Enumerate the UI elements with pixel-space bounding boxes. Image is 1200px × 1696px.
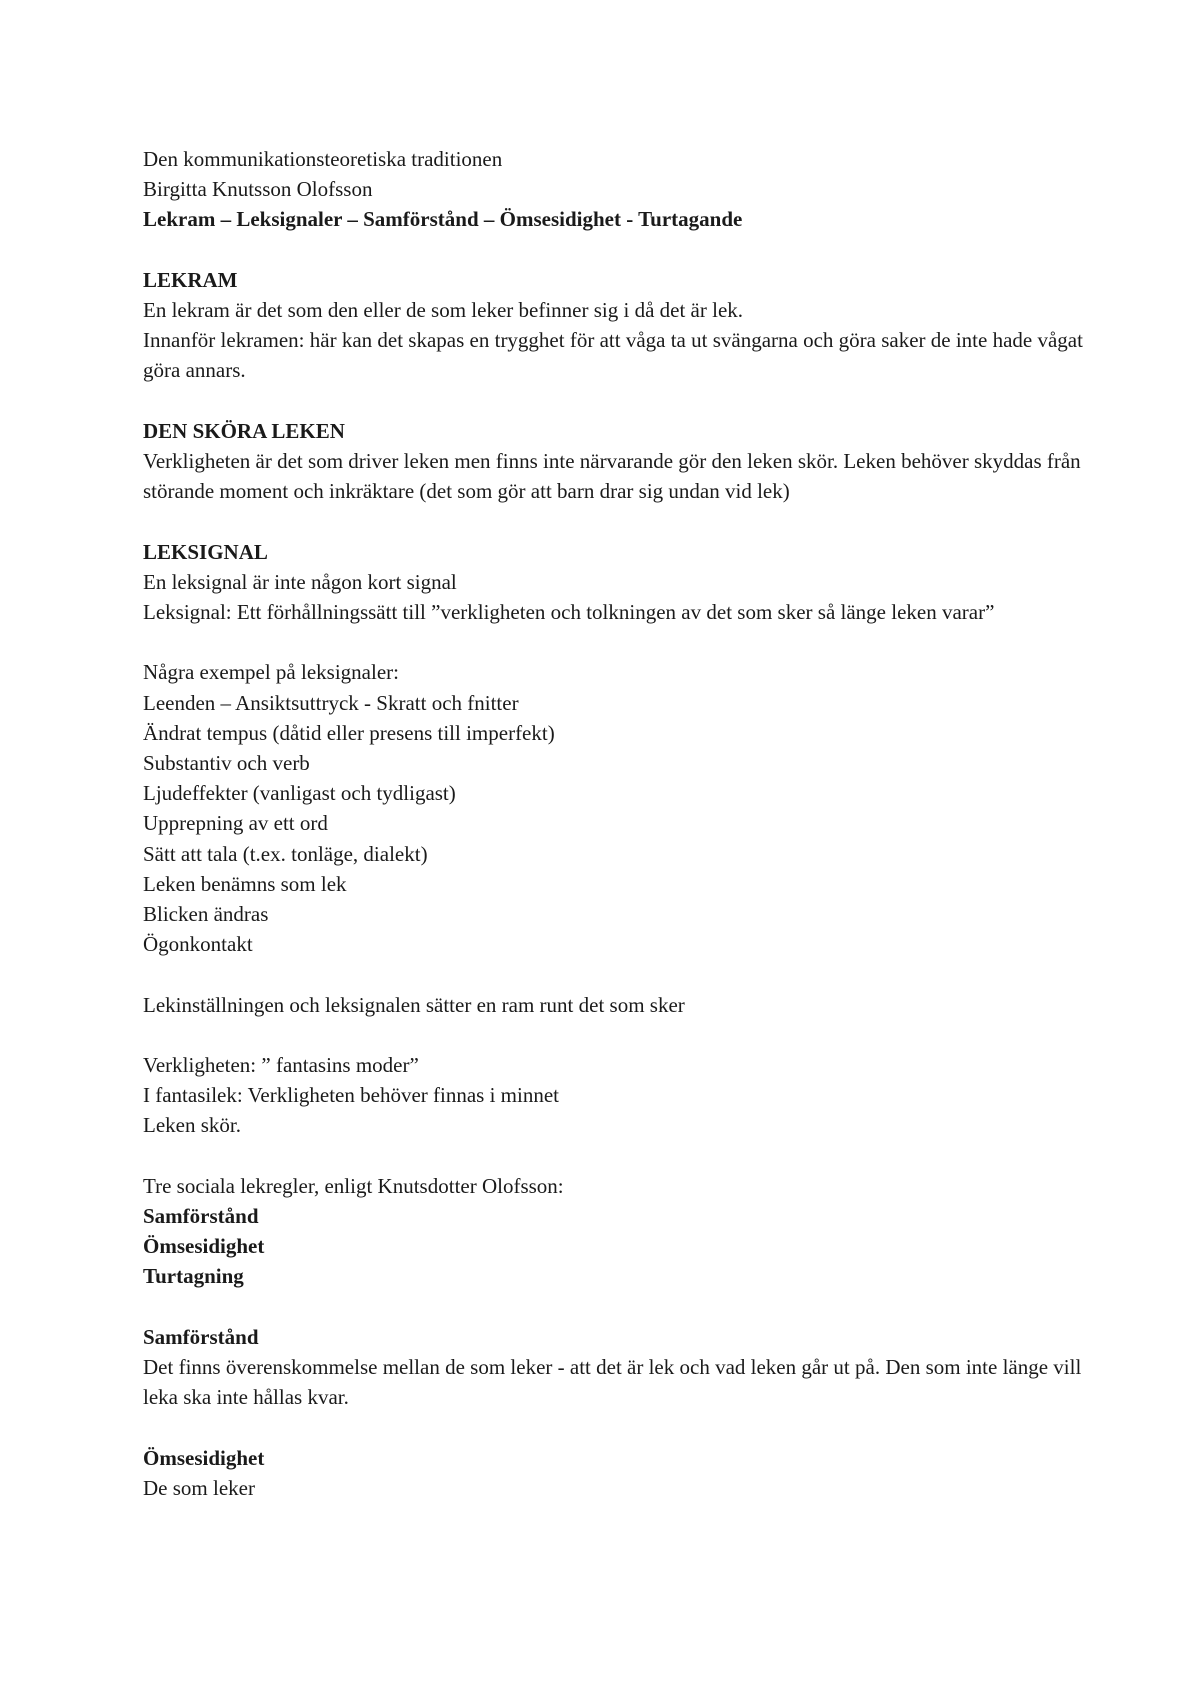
regel-item: Samförstånd: [143, 1204, 259, 1228]
list-item: Blicken ändras: [143, 902, 269, 927]
list-item: Ögonkontakt: [143, 932, 253, 957]
examples-intro: Några exempel på leksignaler:: [143, 660, 399, 685]
spacer: [143, 627, 1083, 657]
verklighet-line: I fantasilek: Verkligheten behöver finnas i minnet: [143, 1083, 559, 1108]
ram-statement: Lekinställningen och leksignalen sätter en ram runt det som sker: [143, 992, 685, 1017]
spacer: [143, 959, 1083, 989]
verklighet-line: Leken skör.: [143, 1113, 241, 1138]
list-item: Leken benämns som lek: [143, 871, 347, 896]
verklighet-line: Verkligheten: ” fantasins moder”: [143, 1053, 419, 1077]
samforstand-paragraph: Det finns överenskommelse mellan de som leker - att det är lek och vad leken går ut på. Den som inte länge vill leka ska inte hållas kvar.: [143, 1355, 1082, 1410]
regler-intro: Tre sociala lekregler, enligt Knutsdotter Olofsson:: [143, 1173, 564, 1198]
section-heading-skora-leken: DEN SKÖRA LEKEN: [143, 418, 345, 443]
list-item: Ändrat tempus (dåtid eller presens till imperfekt): [143, 720, 555, 745]
list-item: Leenden – Ansiktsuttryck - Skratt och fnitter: [143, 690, 519, 715]
skora-leken-paragraph: Verkligheten är det som driver leken men finns inte närvarande gör den leken skör. Leken behöver skyddas från störande moment och inkräktare (det som gör att barn drar sig undan vid lek): [143, 449, 1081, 504]
section-heading-lekram: LEKRAM: [143, 267, 238, 292]
omsesidighet-line: De som leker: [143, 1475, 255, 1500]
doc-title: Den kommunikationsteoretiska traditionen: [143, 147, 503, 171]
doc-keywords: Lekram – Leksignaler – Samförstånd – Ömsesidighet - Turtagande: [143, 207, 743, 232]
section-heading-samforstand: Samförstånd: [143, 1324, 259, 1349]
lekram-definition: En lekram är det som den eller de som leker befinner sig i då det är lek.: [143, 298, 744, 322]
list-item: Ljudeffekter (vanligast och tydligast): [143, 781, 456, 806]
section-heading-leksignal: LEKSIGNAL: [143, 539, 268, 564]
spacer: [143, 235, 1083, 265]
lekram-paragraph: Innanför lekramen: här kan det skapas en trygghet för att våga ta ut svängarna och göra saker de inte hade vågat göra annars.: [143, 328, 1083, 383]
leksignal-definition: En leksignal är inte någon kort signal: [143, 569, 457, 594]
list-item: Substantiv och verb: [143, 751, 310, 775]
regel-item: Ömsesidighet: [143, 1234, 265, 1259]
spacer: [143, 506, 1083, 536]
spacer: [143, 1141, 1083, 1171]
spacer: [143, 386, 1083, 416]
doc-author: Birgitta Knutsson Olofsson: [143, 177, 373, 202]
regel-item: Turtagning: [143, 1264, 244, 1289]
list-item: Upprepning av ett ord: [143, 811, 328, 836]
document-page: [143, 144, 1083, 1503]
spacer: [143, 1292, 1083, 1322]
section-heading-omsesidighet: Ömsesidighet: [143, 1445, 265, 1470]
leksignal-paragraph: Leksignal: Ett förhållningssätt till ”verkligheten och tolkningen av det som sker så länge leken varar”: [143, 600, 995, 624]
list-item: Sätt att tala (t.ex. tonläge, dialekt): [143, 841, 428, 866]
spacer: [143, 1412, 1083, 1442]
spacer: [143, 1020, 1083, 1050]
